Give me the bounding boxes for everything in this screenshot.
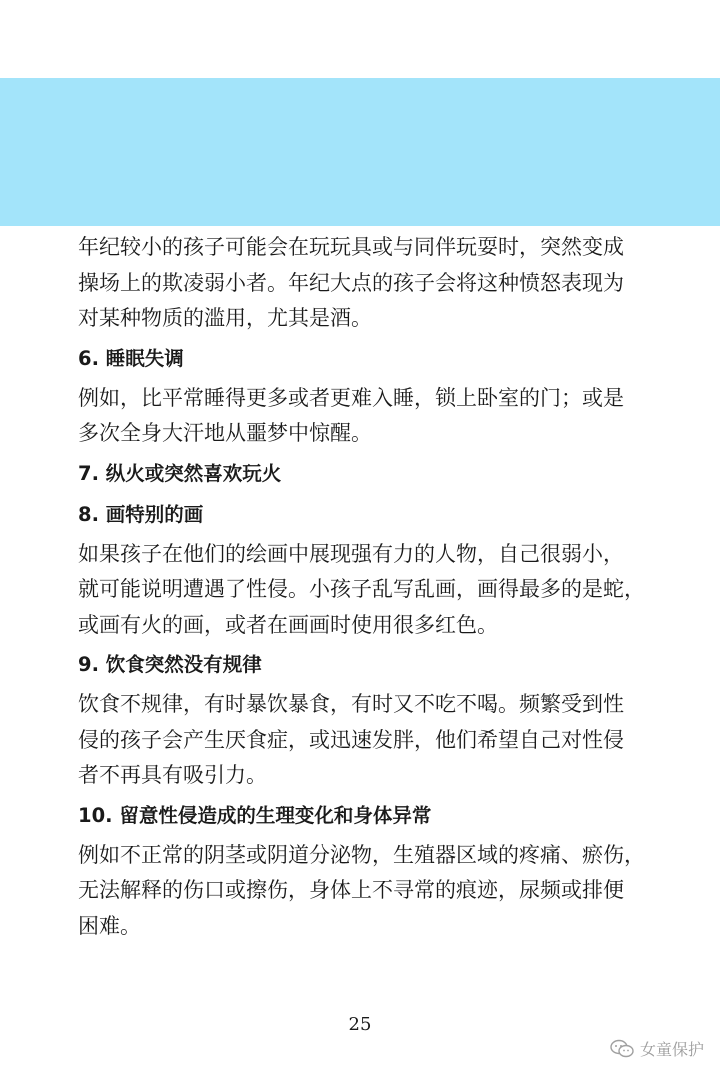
section-sleep [78, 340, 678, 452]
text-line: 侵的孩子会产生厌食症，或迅速发胖，他们希望自己对性侵 [78, 727, 624, 752]
text-line: 例如，比平常睡得更多或者更难入睡，锁上卧室的门；或是 [78, 385, 624, 410]
watermark [610, 1037, 704, 1060]
section-eating [78, 646, 678, 794]
section-title: 6. 睡眠失调 [78, 346, 184, 370]
article-body [78, 230, 678, 944]
text-line: 操场上的欺凌弱小者。年纪大点的孩子会将这种愤怒表现为 [78, 270, 624, 295]
section-title: 8. 画特别的画 [78, 502, 204, 526]
page-number: 25 [348, 1014, 372, 1035]
text-line: 饮食不规律，有时暴饮暴食，有时又不吃不喝。频繁受到性 [78, 692, 624, 716]
text-line: 如果孩子在他们的绘画中展现强有力的人物，自己很弱小， [78, 541, 624, 566]
section-title: 9. 饮食突然没有规律 [78, 653, 262, 676]
section-title: 10. 留意性侵造成的生理变化和身体异常 [78, 803, 432, 827]
text-line: 无法解释的伤口或擦伤，身体上不寻常的痕迹，尿频或排便 [78, 878, 624, 902]
section-drawing [78, 496, 678, 644]
section-physical [78, 797, 678, 945]
watermark-label: 女童保护 [639, 1040, 704, 1059]
text-line: 困难。 [78, 913, 141, 938]
header-banner [0, 78, 720, 226]
text-line: 对某种物质的滥用，尤其是酒。 [78, 306, 372, 330]
section-fire [78, 455, 678, 493]
wechat-icon [610, 1039, 634, 1059]
intro-paragraph [78, 230, 678, 337]
text-line: 多次全身大汗地从噩梦中惊醒。 [78, 421, 372, 445]
section-title: 7. 纵火或突然喜欢玩火 [78, 461, 282, 485]
text-line: 者不再具有吸引力。 [78, 763, 267, 787]
text-line: 或画有火的画，或者在画画时使用很多红色。 [78, 612, 498, 637]
text-line: 就可能说明遭遇了性侵。小孩子乱写乱画，画得最多的是蛇， [78, 577, 645, 601]
text-line: 年纪较小的孩子可能会在玩玩具或与同伴玩耍时，突然变成 [78, 235, 624, 259]
text-line: 例如不正常的阴茎或阴道分泌物，生殖器区域的疼痛、瘀伤， [78, 842, 645, 867]
